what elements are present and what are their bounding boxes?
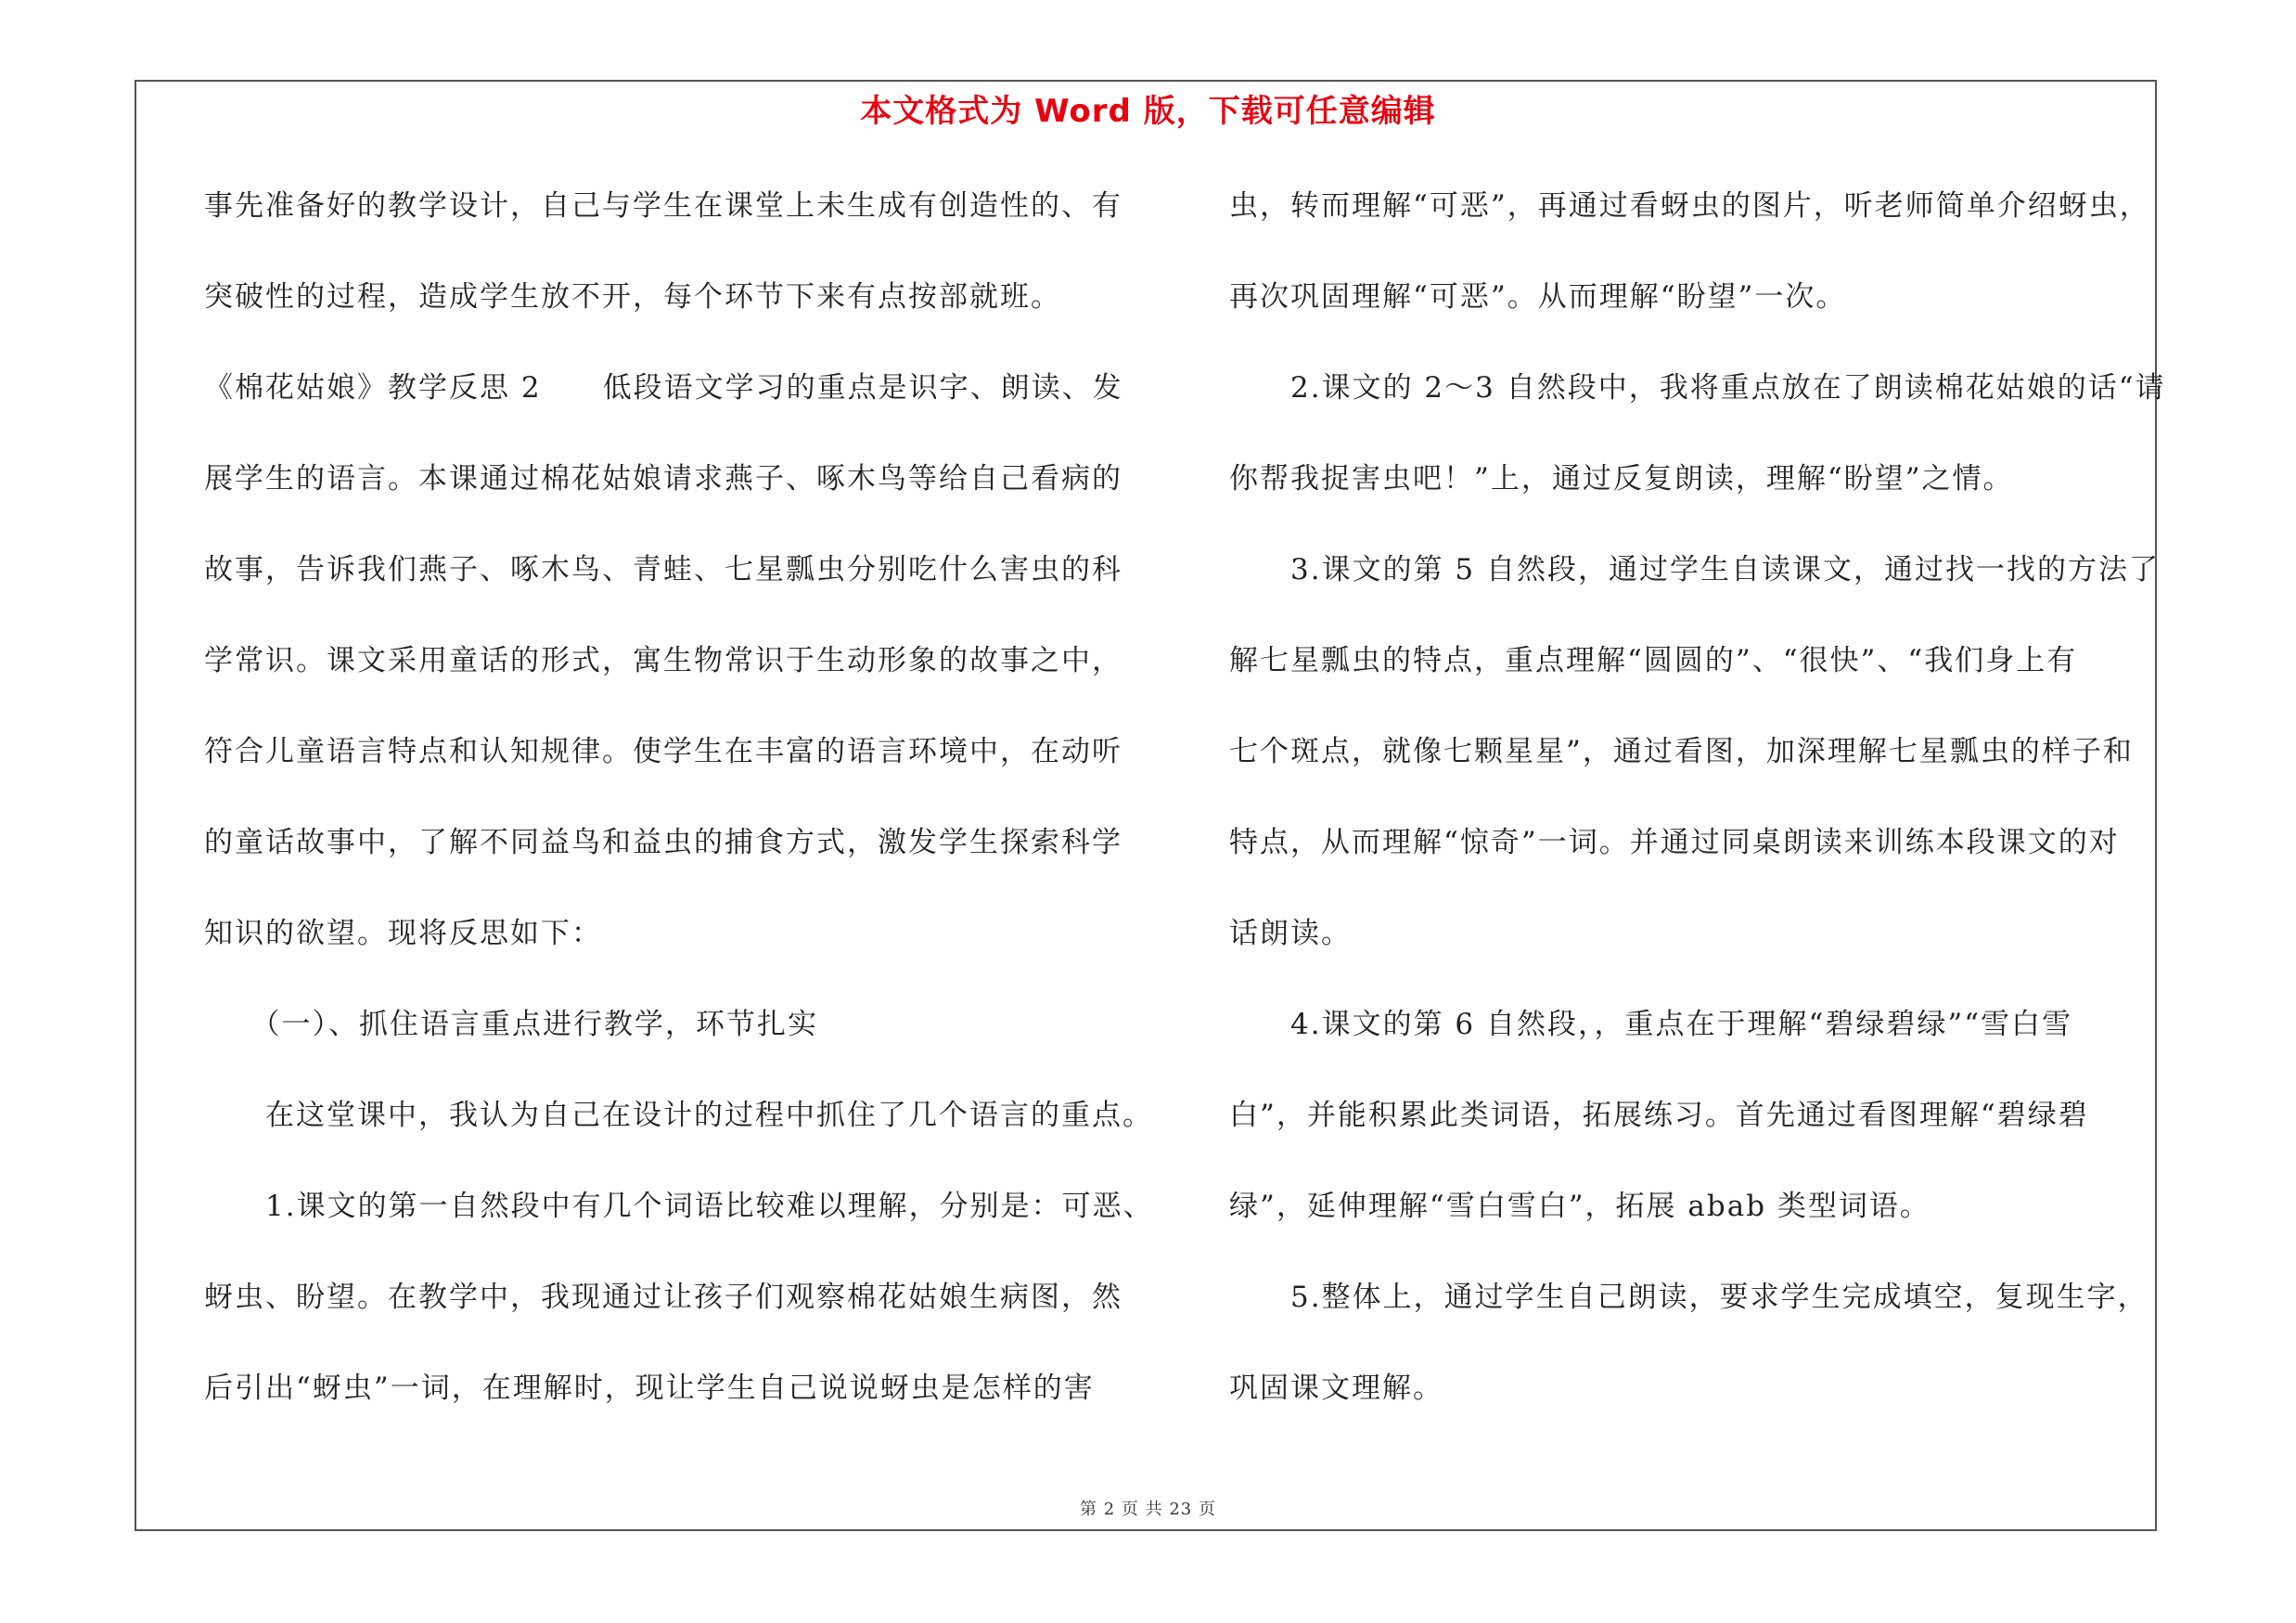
text-line: 绿”，延伸理解“雪白雪白”，拓展 abab 类型词语。 (1229, 1190, 1930, 1223)
text-line: 特点，从而理解“惊奇”一词。并通过同桌朗读来训练本段课文的对 (1229, 826, 2120, 859)
text-line: 蚜虫、盼望。在教学中，我现通过让孩子们观察棉花姑娘生病图，然 (204, 1281, 1122, 1314)
text-line: 4.课文的第 6 自然段，，重点在于理解“碧绿碧绿”“雪白雪 (1229, 1008, 2073, 1041)
text-line: 你帮我捉害虫吧！”上，通过反复朗读，理解“盼望”之情。 (1229, 462, 2014, 496)
text-line: 5.整体上，通过学生自己朗读，要求学生完成填空，复现生字， (1229, 1281, 2148, 1314)
text-line: 七个斑点，就像七颗星星”，通过看图，加深理解七星瓢虫的样子和 (1229, 735, 2134, 768)
text-line: 虫，转而理解“可恶”，再通过看蚜虫的图片，听老师简单介绍蚜虫， (1229, 189, 2150, 223)
page-footer: 第 2 页 共 23 页 (1080, 1500, 1216, 1519)
text-line: 再次巩固理解“可恶”。从而理解“盼望”一次。 (1229, 280, 1847, 314)
left-column (204, 184, 1154, 1457)
text-line: 解七星瓢虫的特点，重点理解“圆圆的”、“很快”、“我们身上有 (1229, 644, 2078, 677)
text-line: 展学生的语言。本课通过棉花姑娘请求燕子、啄木鸟等给自己看病的 (204, 462, 1122, 496)
section-heading: （一）、抓住语言重点进行教学，环节扎实 (204, 1008, 818, 1041)
text-line: 话朗读。 (1229, 917, 1352, 950)
text-line: 1.课文的第一自然段中有几个词语比较难以理解，分别是：可恶、 (204, 1190, 1154, 1223)
text-line: 白”，并能积累此类词语，拓展练习。首先通过看图理解“碧绿碧 (1229, 1099, 2089, 1132)
text-line: 在这堂课中，我认为自己在设计的过程中抓住了几个语言的重点。 (204, 1099, 1153, 1132)
format-banner: 本文格式为 Word 版，下载可任意编辑 (860, 93, 1436, 130)
text-line: 《棉花姑娘》教学反思 2 低段语文学习的重点是识字、朗读、发 (204, 371, 1123, 405)
text-line: 故事，告诉我们燕子、啄木鸟、青蛙、七星瓢虫分别吃什么害虫的科 (204, 553, 1122, 586)
text-line: 学常识。课文采用童话的形式，寓生物常识于生动形象的故事之中， (204, 644, 1122, 677)
text-line: 2.课文的 2～3 自然段中，我将重点放在了朗读棉花姑娘的话“请 (1229, 371, 2166, 405)
text-line: 后引出“蚜虫”一词，在理解时，现让学生自己说说蚜虫是怎样的害 (204, 1372, 1095, 1405)
text-line: 3.课文的第 5 自然段，通过学生自读课文，通过找一找的方法了 (1229, 553, 2161, 586)
text-line: 巩固课文理解。 (1229, 1372, 1443, 1405)
text-line: 符合儿童语言特点和认知规律。使学生在丰富的语言环境中，在动听 (204, 735, 1122, 768)
text-line: 的童话故事中，了解不同益鸟和益虫的捕食方式，激发学生探索科学 (204, 826, 1122, 859)
text-line: 突破性的过程，造成学生放不开，每个环节下来有点按部就班。 (204, 280, 1061, 314)
text-line: 事先准备好的教学设计，自己与学生在课堂上未生成有创造性的、有 (204, 189, 1122, 223)
text-line: 知识的欲望。现将反思如下： (204, 917, 602, 950)
right-column (1229, 184, 2185, 1457)
